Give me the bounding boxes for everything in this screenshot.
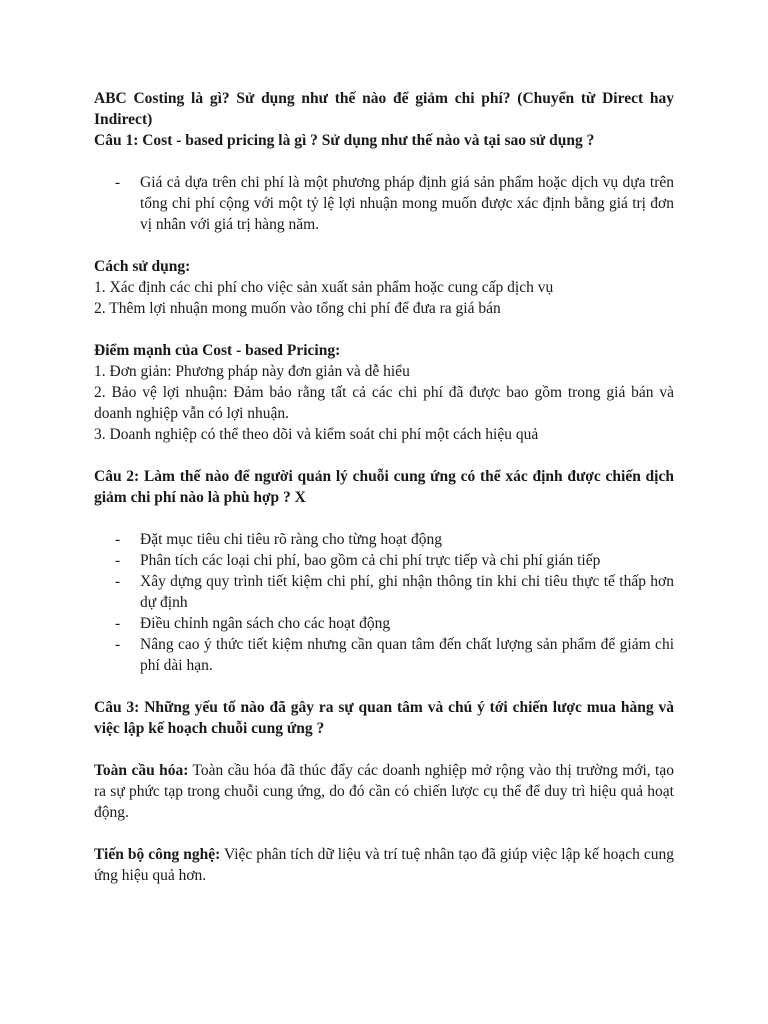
dash-bullet: - bbox=[115, 573, 121, 590]
dash-bullet: - bbox=[115, 531, 121, 548]
strength-item: 1. Đơn giản: Phương pháp này đơn giản và dễ hiểu bbox=[94, 363, 410, 380]
list-item bbox=[94, 571, 674, 613]
question-2-bullet-list bbox=[94, 529, 674, 676]
usage-item: 2. Thêm lợi nhuận mong muốn vào tổng chi phí để đưa ra giá bán bbox=[94, 300, 501, 317]
list-item bbox=[94, 634, 674, 676]
strength-item: 2. Bảo vệ lợi nhuận: Đảm bảo rằng tất cả các chi phí đã được bao gồm trong giá bán và doanh nghiệp vẫn có lợi nhuận. bbox=[94, 384, 674, 422]
spacer bbox=[94, 676, 674, 697]
list-item bbox=[94, 172, 674, 235]
factor-paragraph-technology bbox=[94, 844, 674, 886]
question-3-heading: Câu 3: Những yếu tố nào đã gây ra sự quan tâm và chú ý tới chiến lược mua hàng và việc lập kế hoạch chuỗi cung ứng ? bbox=[94, 699, 674, 737]
factor-text: Việc phân tích dữ liệu và trí tuệ nhân tạo đã giúp việc lập kế hoạch cung ứng hiệu quả hơn. bbox=[94, 846, 674, 884]
usage-heading: Cách sử dụng: bbox=[94, 258, 191, 275]
question-1-bullet-list bbox=[94, 172, 674, 235]
list-item-text: Nâng cao ý thức tiết kiệm nhưng cần quan tâm đến chất lượng sản phẩm để giảm chi phí dài hạn. bbox=[140, 636, 674, 674]
list-item bbox=[94, 529, 674, 550]
spacer bbox=[94, 823, 674, 844]
list-item bbox=[94, 613, 674, 634]
document-page bbox=[94, 88, 674, 886]
dash-bullet: - bbox=[115, 174, 121, 191]
list-item bbox=[94, 550, 674, 571]
question-2-heading: Câu 2: Làm thế nào để người quản lý chuỗi cung ứng có thể xác định được chiến dịch giảm chi phí nào là phù hợp ? X bbox=[94, 468, 674, 506]
dash-bullet: - bbox=[115, 552, 121, 569]
list-item-text: Đặt mục tiêu chi tiêu rõ ràng cho từng hoạt động bbox=[140, 531, 442, 548]
strengths-heading: Điểm mạnh của Cost - based Pricing: bbox=[94, 342, 341, 359]
document-title: ABC Costing là gì? Sử dụng như thế nào để giảm chi phí? (Chuyển từ Direct hay Indirect) bbox=[94, 90, 674, 128]
factor-paragraph-globalization bbox=[94, 760, 674, 823]
strength-item: 3. Doanh nghiệp có thể theo dõi và kiểm soát chi phí một cách hiệu quả bbox=[94, 426, 539, 443]
list-item-text: Xây dựng quy trình tiết kiệm chi phí, ghi nhận thông tin khi chi tiêu thực tế thấp hơn dự định bbox=[140, 573, 674, 611]
usage-item: 1. Xác định các chi phí cho việc sản xuất sản phẩm hoặc cung cấp dịch vụ bbox=[94, 279, 554, 296]
spacer bbox=[94, 508, 674, 529]
factor-label: Toàn cầu hóa: bbox=[94, 762, 189, 779]
list-item-text: Điều chỉnh ngân sách cho các hoạt động bbox=[140, 615, 391, 632]
spacer bbox=[94, 151, 674, 172]
factor-text: Toàn cầu hóa đã thúc đẩy các doanh nghiệp mở rộng vào thị trường mới, tạo ra sự phức tạp trong chuỗi cung ứng, do đó cần có chiến lược cụ thể để duy trì hiệu quả hoạt động. bbox=[94, 762, 674, 821]
dash-bullet: - bbox=[115, 615, 121, 632]
spacer bbox=[94, 235, 674, 256]
list-item-text: Giá cả dựa trên chi phí là một phương pháp định giá sản phẩm hoặc dịch vụ dựa trên tổng chi phí cộng với một tỷ lệ lợi nhuận mong muốn được xác định bằng giá trị đơn vị nhân với giá trị hàng năm. bbox=[140, 174, 674, 233]
dash-bullet: - bbox=[115, 636, 121, 653]
spacer bbox=[94, 319, 674, 340]
spacer bbox=[94, 445, 674, 466]
factor-label: Tiến bộ công nghệ: bbox=[94, 846, 221, 863]
list-item-text: Phân tích các loại chi phí, bao gồm cả chi phí trực tiếp và chi phí gián tiếp bbox=[140, 552, 601, 569]
question-1-heading: Câu 1: Cost - based pricing là gì ? Sử dụng như thế nào và tại sao sử dụng ? bbox=[94, 132, 595, 149]
spacer bbox=[94, 739, 674, 760]
